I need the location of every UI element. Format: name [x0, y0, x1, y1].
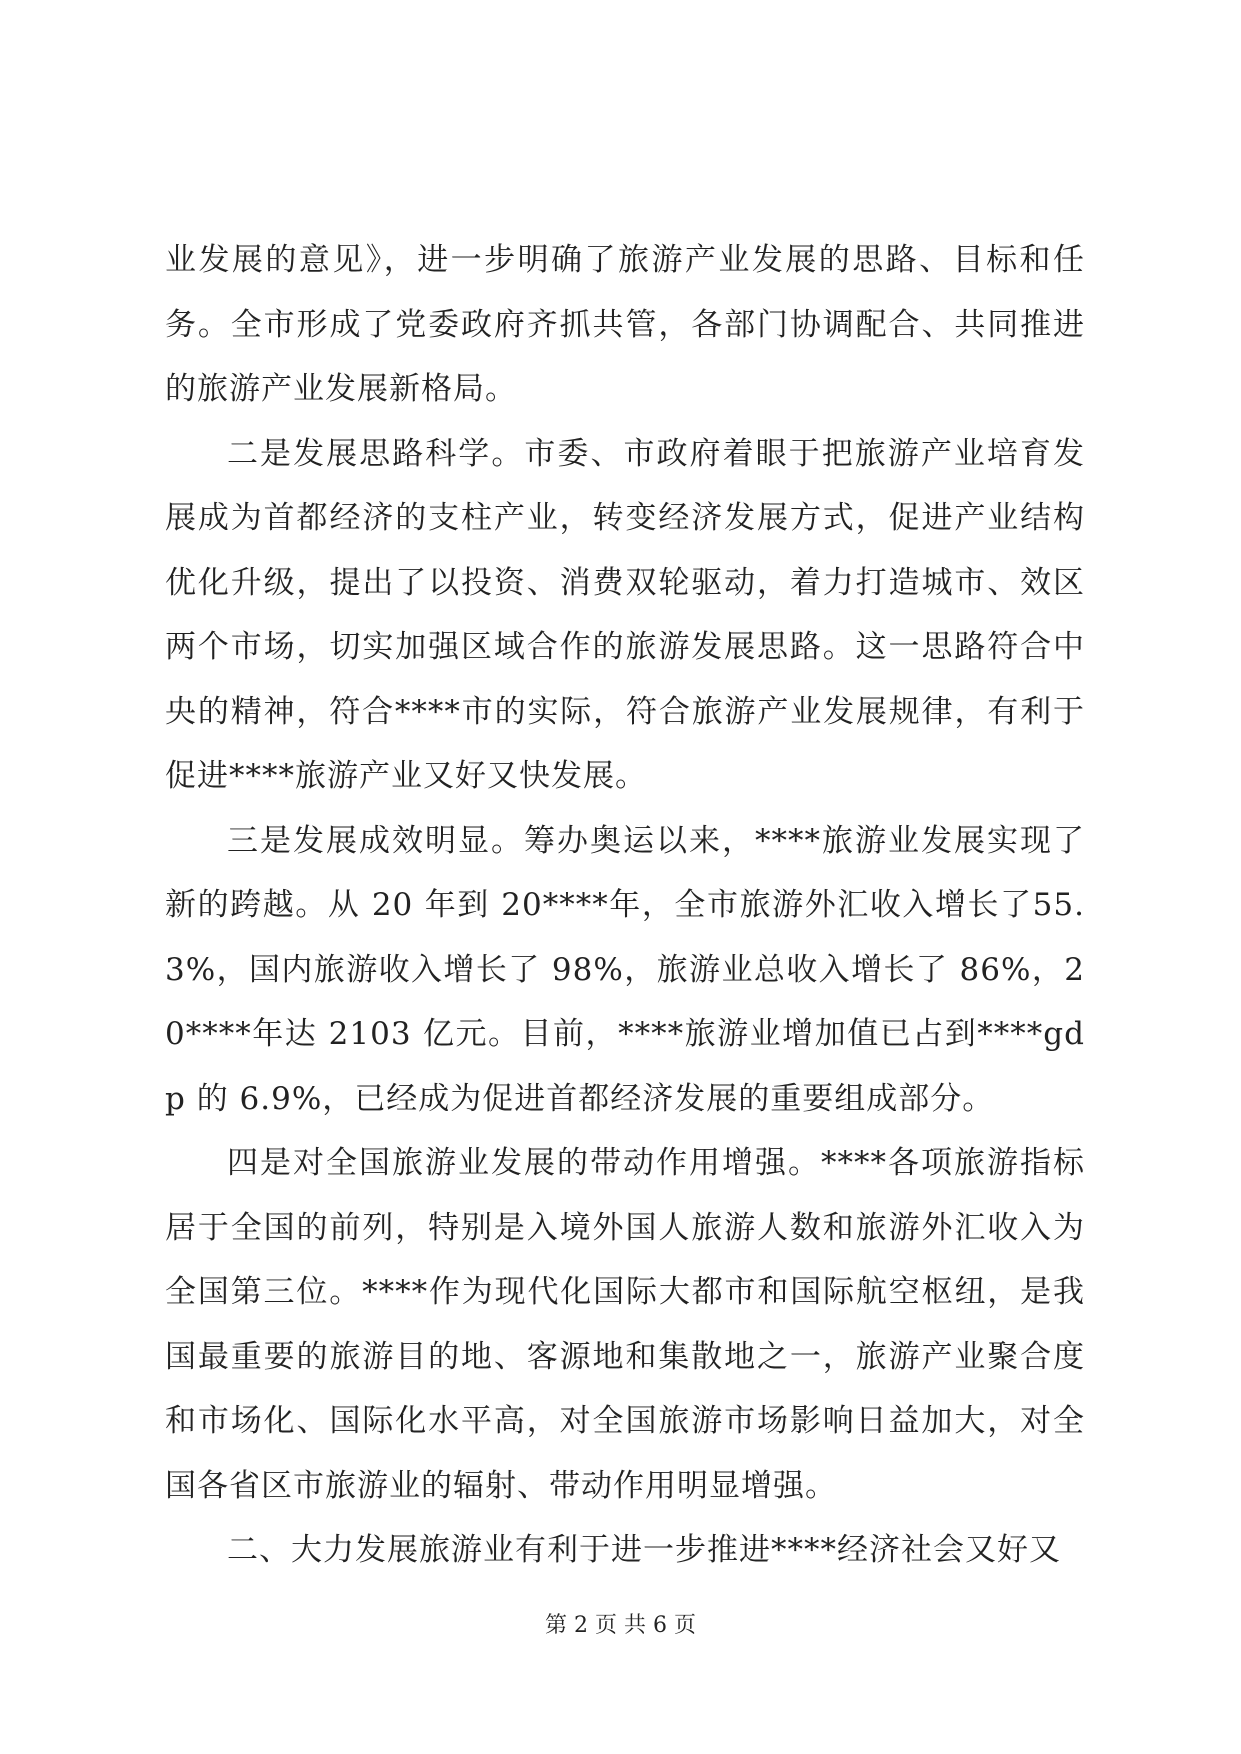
paragraph-continuation: 业发展的意见》，进一步明确了旅游产业发展的思路、目标和任务。全市形成了党委政府齐抓共管，各部门协调配合、共同推进的旅游产业发展新格局。: [165, 242, 1085, 407]
paragraph-section-two-heading: 二、大力发展旅游业有利于进一步推进****经济社会又好又: [227, 1532, 1061, 1568]
paragraph-development-approach: 二是发展思路科学。市委、市政府着眼于把旅游产业培育发展成为首都经济的支柱产业，转变经济发展方式，促进产业结构优化升级，提出了以投资、消费双轮驱动，着力打造城市、效区两个市场，切实加强区域合作的旅游发展思路。这一思路符合中央的精神，符合****市的实际，符合旅游产业发展规律，有利于促进****旅游产业又好又快发展。: [165, 435, 1085, 794]
page-number-footer: 第 2 页 共 6 页: [545, 1613, 696, 1638]
paragraph-national-impact: 四是对全国旅游业发展的带动作用增强。****各项旅游指标居于全国的前列，特别是入境外国人旅游人数和旅游外汇收入为全国第三位。****作为现代化国际大都市和国际航空枢纽，是我国最重要的旅游目的地、客源地和集散地之一，旅游产业聚合度和市场化、国际化水平高，对全国旅游市场影响日益加大，对全国各省区市旅游业的辐射、带动作用明显增强。: [165, 1145, 1085, 1504]
paragraph-development-results: 三是发展成效明显。筹办奥运以来，****旅游业发展实现了新的跨越。从 20 年到 20****年，全市旅游外汇收入增长了55.3%，国内旅游收入增长了 98%，旅游业总收入增长了 86%，20****年达 2103 亿元。目前，****旅游业增加值已占到****gdp 的 6.9%，已经成为促进首都经济发展的重要组成部分。: [165, 822, 1085, 1117]
document-body: [165, 228, 1085, 1583]
